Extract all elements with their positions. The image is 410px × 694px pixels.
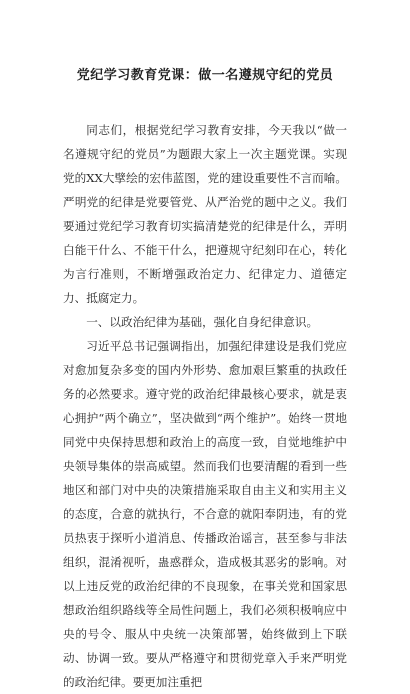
section-heading-1: 一、以政治纪律为基础，强化自身纪律意识。 xyxy=(86,315,319,329)
document-body xyxy=(63,118,347,694)
document-title: 党纪学习教育党课：做一名遵规守纪的党员 xyxy=(76,68,334,83)
paragraph-intro: 同志们，根据党纪学习教育安排，今天我以“做一名遵规守纪的党员”为题跟大家上一次主题党课。实现党的XX大擘绘的宏伟蓝图，党的建设重要性不言而喻。严明党的纪律是党要管党、从严治党的题中之义。我们要通过党纪学习教育切实搞清楚党的纪律是什么，弄明白能干什么、不能干什么，把遵规守纪刻印在心，转化为言行准则，不断增强政治定力、纪律定力、道德定力、抵腐定力。 xyxy=(63,123,347,305)
paragraph-section-1: 习近平总书记强调指出，加强纪律建设是我们党应对愈加复杂多变的国内外形势、愈加艰巨繁重的执政任务的必然要求。遵守党的政治纪律最核心要求，就是衷心拥护“两个确立”，坚决做到“两个维护”。始终一贯地同党中央保持思想和政治上的高度一致，自觉地维护中央领导集体的崇高威望。然而我们也要清醒的看到一些地区和部门对中央的决策措施采取自由主义和实用主义的态度，合意的就执行，不合意的就阳奉阴违，有的党员热衷于探听小道消息、传播政治谣言，甚至参与非法组织，混淆视听，蛊惑群众，造成极其恶劣的影响。对以上违反党的政治纪律的不良现象，在事关党和国家思想政治组织路线等全局性问题上，我们必须积极响应中央的号令、服从中央统一决策部署，始终做到上下联动、协调一致。要从严格遵守和贯彻党章入手来严明党的政治纪律。要更加注重把 xyxy=(63,339,347,689)
